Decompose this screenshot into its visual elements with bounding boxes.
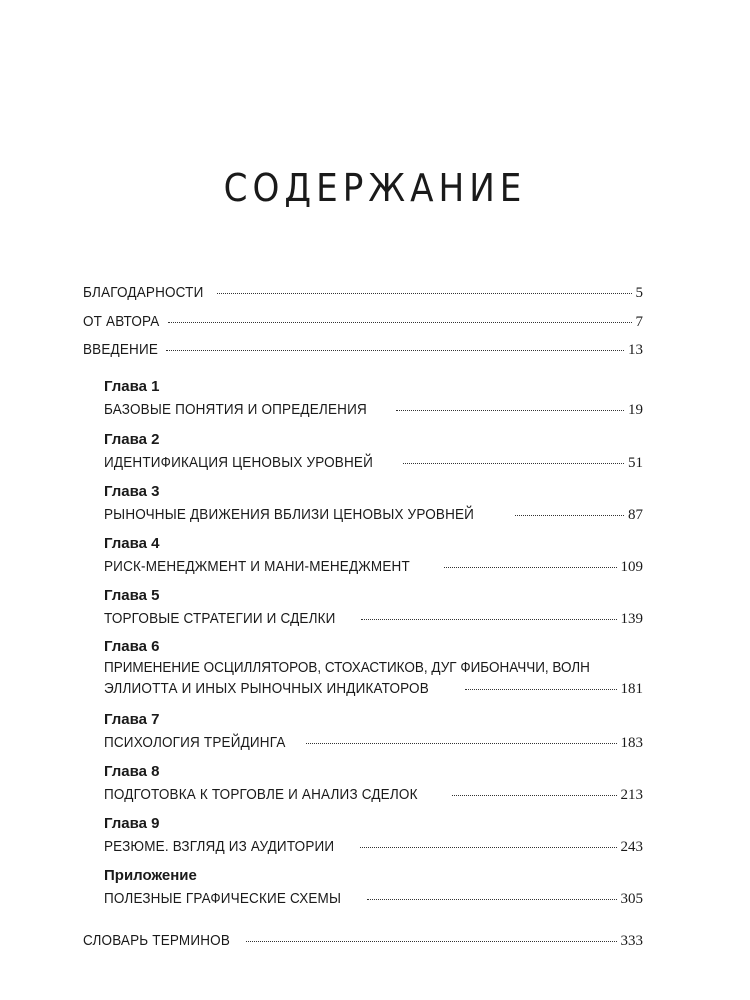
toc-entry-page: 183: [620, 735, 643, 751]
toc-entry-appendix[interactable]: [104, 890, 643, 914]
leader-dots: [515, 515, 624, 516]
toc-entry-page: 109: [620, 559, 643, 575]
chapter-heading: Глава 2: [104, 431, 160, 448]
toc-entry-chapter-9[interactable]: [104, 838, 643, 862]
toc-entry-chapter-5[interactable]: [104, 610, 643, 634]
toc-entry-page: 305: [620, 891, 643, 907]
toc-entry-page: 139: [620, 611, 643, 627]
toc-entry-label-line1: ПРИМЕНЕНИЕ ОСЦИЛЛЯТОРОВ, СТОХАСТИКОВ, ДУГ ФИБОНАЧЧИ, ВОЛН: [104, 659, 590, 676]
toc-entry-page: 243: [620, 839, 643, 855]
toc-entry-chapter-2[interactable]: [104, 454, 643, 478]
toc-entry-page: 7: [635, 314, 643, 330]
toc-entry-page: 13: [628, 342, 643, 358]
leader-dots: [246, 941, 616, 942]
chapter-heading: Глава 1: [104, 378, 160, 395]
leader-dots: [166, 350, 624, 351]
leader-dots: [360, 847, 617, 848]
toc-entry-label: ЭЛЛИОТТА И ИНЫХ РЫНОЧНЫХ ИНДИКАТОРОВ: [104, 680, 429, 697]
toc-entry-label: ПОЛЕЗНЫЕ ГРАФИЧЕСКИЕ СХЕМЫ: [104, 890, 342, 907]
toc-entry-label: БАЗОВЫЕ ПОНЯТИЯ И ОПРЕДЕЛЕНИЯ: [104, 401, 367, 418]
leader-dots: [396, 410, 624, 411]
toc-entry-label: ПСИХОЛОГИЯ ТРЕЙДИНГА: [104, 734, 286, 751]
chapter-heading: Глава 9: [104, 815, 160, 832]
toc-entry-chapter-7[interactable]: [104, 734, 643, 758]
toc-entry-acknowledgements[interactable]: [83, 284, 643, 308]
leader-dots: [367, 899, 616, 900]
toc-entry-label: БЛАГОДАРНОСТИ: [83, 284, 204, 301]
leader-dots: [217, 293, 632, 294]
toc-entry-label: ОТ АВТОРА: [83, 313, 160, 330]
chapter-heading: Глава 3: [104, 483, 160, 500]
leader-dots: [403, 463, 624, 464]
page-title: СОДЕРЖАНИЕ: [223, 166, 527, 210]
toc-entry-chapter-6[interactable]: [104, 680, 643, 704]
chapter-heading: Глава 7: [104, 711, 160, 728]
leader-dots: [465, 689, 617, 690]
toc-entry-label: РЫНОЧНЫЕ ДВИЖЕНИЯ ВБЛИЗИ ЦЕНОВЫХ УРОВНЕЙ: [104, 506, 475, 523]
toc-entry-page: 333: [620, 933, 643, 949]
toc-entry-label: ПОДГОТОВКА К ТОРГОВЛЕ И АНАЛИЗ СДЕЛОК: [104, 786, 418, 803]
toc-entry-page: 87: [628, 507, 643, 523]
toc-entry-label: ВВЕДЕНИЕ: [83, 341, 159, 358]
toc-entry-chapter-1[interactable]: [104, 401, 643, 425]
toc-entry-chapter-3[interactable]: [104, 506, 643, 530]
leader-dots: [452, 795, 616, 796]
toc-entry-label: РЕЗЮМЕ. ВЗГЛЯД ИЗ АУДИТОРИИ: [104, 838, 335, 855]
toc-entry-label: ИДЕНТИФИКАЦИЯ ЦЕНОВЫХ УРОВНЕЙ: [104, 454, 374, 471]
toc-entry-chapter-8[interactable]: [104, 786, 643, 810]
leader-dots: [306, 743, 617, 744]
toc-entry-page: 51: [628, 455, 643, 471]
toc-entry-page: 19: [628, 402, 643, 418]
toc-entry-page: 5: [635, 285, 643, 301]
toc-entry-glossary[interactable]: [83, 932, 643, 956]
leader-dots: [168, 322, 632, 323]
leader-dots: [444, 567, 617, 568]
toc-entry-chapter-4[interactable]: [104, 558, 643, 582]
chapter-heading: Глава 4: [104, 535, 160, 552]
toc-entry-label: СЛОВАРЬ ТЕРМИНОВ: [83, 932, 231, 949]
toc-entry-from-author[interactable]: [83, 313, 643, 337]
leader-dots: [361, 619, 616, 620]
chapter-heading: Глава 8: [104, 763, 160, 780]
chapter-heading: Глава 6: [104, 638, 160, 655]
chapter-heading: Глава 5: [104, 587, 160, 604]
toc-entry-label: ТОРГОВЫЕ СТРАТЕГИИ И СДЕЛКИ: [104, 610, 336, 627]
appendix-heading: Приложение: [104, 867, 197, 884]
toc-entry-page: 213: [620, 787, 643, 803]
toc-entry-label: РИСК-МЕНЕДЖМЕНТ И МАНИ-МЕНЕДЖМЕНТ: [104, 558, 410, 575]
toc-entry-page: 181: [620, 681, 643, 697]
toc-entry-introduction[interactable]: [83, 341, 643, 365]
